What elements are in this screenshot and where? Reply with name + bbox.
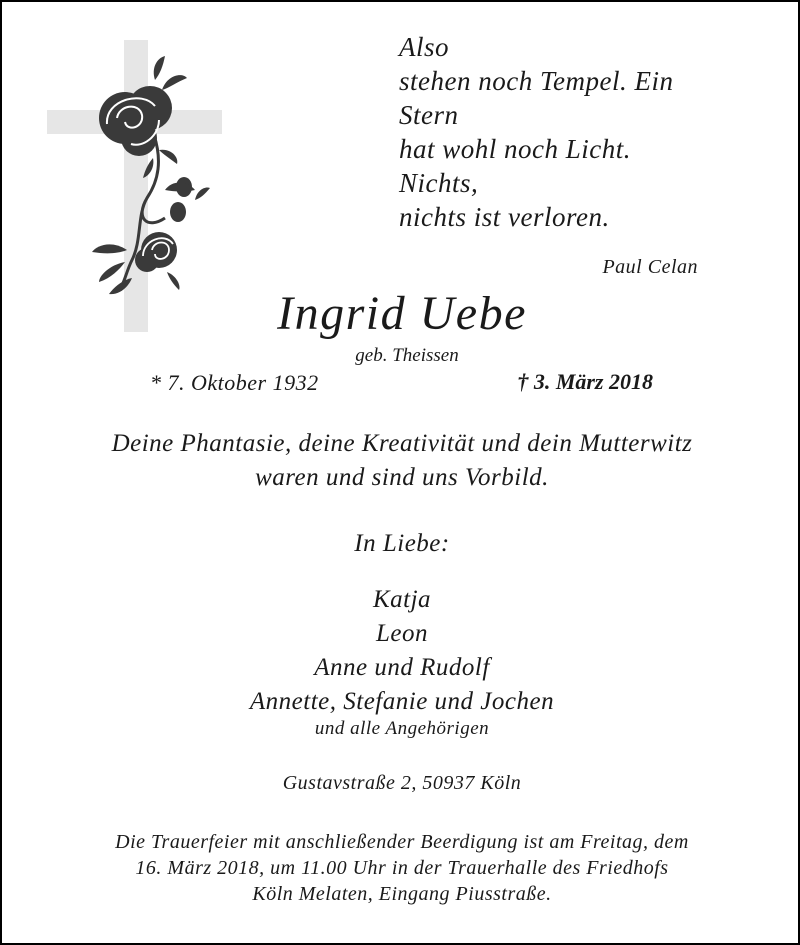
mourner-name: Anne und Rudolf xyxy=(314,654,490,681)
mourner-name: Annette, Stefanie und Jochen xyxy=(249,688,555,715)
mourners-intro: In Liebe: xyxy=(354,530,450,557)
mourner-name: Katja xyxy=(372,586,432,613)
relatives-note: und alle Angehörigen xyxy=(314,718,490,739)
poem-text: Also stehen noch Tempel. Ein Stern hat wohl noch Licht. Nichts, nichts ist verloren. xyxy=(399,32,674,232)
ceremony-info: Die Trauerfeier mit anschließender Beerdigung ist am Freitag, dem 16. März 2018, um 11.00 Uhr in der Trauerhalle des Friedhofs Köln Melaten, Eingang Piusstraße. xyxy=(115,831,689,905)
birth-date: * 7. Oktober 1932 xyxy=(150,370,319,395)
death-date: † 3. März 2018 xyxy=(517,369,653,394)
mourners-list xyxy=(2,583,800,719)
deceased-name: Ingrid Uebe xyxy=(277,287,527,340)
poem-author: Paul Celan xyxy=(602,256,698,278)
mourner-name: Leon xyxy=(376,620,428,647)
address: Gustavstraße 2, 50937 Köln xyxy=(282,772,522,794)
tribute-text: Deine Phantasie, deine Kreativität und dein Mutterwitz waren und sind uns Vorbild. xyxy=(111,430,693,491)
birth-name: geb. Theissen xyxy=(355,345,459,366)
